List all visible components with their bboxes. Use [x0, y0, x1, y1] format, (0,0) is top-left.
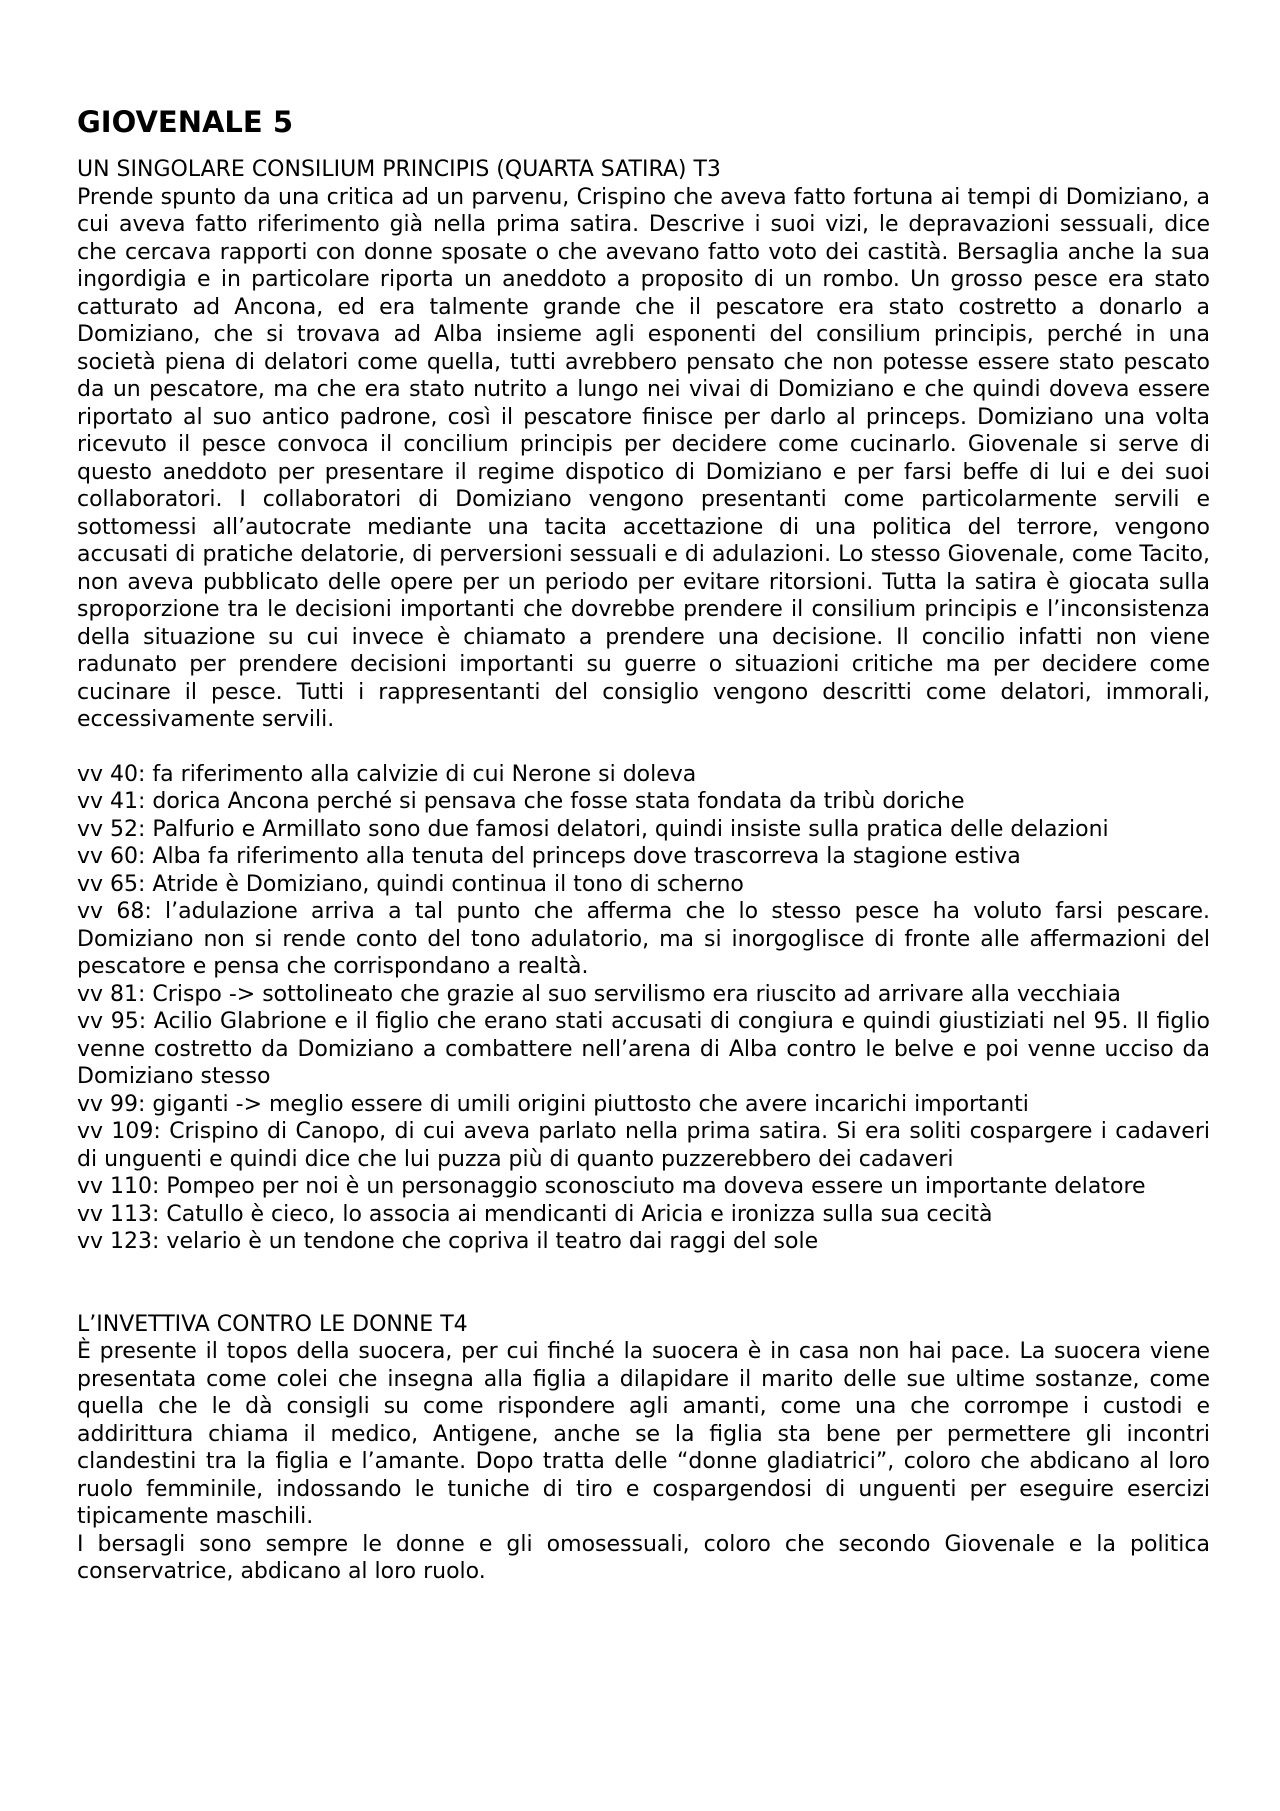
section-gap	[77, 1256, 1210, 1311]
section-heading: L’INVETTIVA CONTRO LE DONNE T4	[77, 1311, 468, 1337]
verse-notes-list	[77, 761, 1210, 1256]
verse-note: vv 99: giganti -> meglio essere di umili origini piuttosto che avere incarichi importanti	[77, 1091, 1029, 1117]
verse-note: vv 81: Crispo -> sottolineato che grazie al suo servilismo era riuscito ad arrivare alla vecchiaia	[77, 981, 1121, 1007]
section-invettiva-donne	[77, 1311, 1210, 1586]
verse-note: vv 110: Pompeo per noi è un personaggio sconosciuto ma doveva essere un importante delatore	[77, 1174, 1146, 1199]
verse-note: vv 123: velario è un tendone che copriva il teatro dai raggi del sole	[77, 1229, 819, 1254]
verse-note: vv 95: Acilio Glabrione e il figlio che erano stati accusati di congiura e quindi giustiziati nel 95. Il figlio venne costretto da Domiziano a combattere nell’arena di Alba contro le belve e poi venne ucciso da Domiziano stesso	[77, 1009, 1210, 1089]
verse-note: vv 40: fa riferimento alla calvizie di cui Nerone si doleva	[77, 761, 697, 787]
verse-note: vv 41: dorica Ancona perché si pensava che fosse stata fondata da tribù doriche	[77, 789, 965, 814]
verse-note: vv 52: Palfurio e Armillato sono due famosi delatori, quindi insiste sulla pratica delle delazioni	[77, 816, 1109, 842]
verse-note: vv 60: Alba fa riferimento alla tenuta del princeps dove trascorreva la stagione estiva	[77, 844, 1021, 869]
verse-note: vv 68: l’adulazione arriva a tal punto che afferma che lo stesso pesce ha voluto farsi pescare. Domiziano non si rende conto del tono adulatorio, ma si inorgoglisce di fronte alle affermazioni del pescatore e pensa che corrispondano a realtà.	[77, 899, 1210, 979]
verse-note: vv 113: Catullo è cieco, lo associa ai mendicanti di Aricia e ironizza sulla sua cecità	[77, 1201, 993, 1227]
verse-note: vv 109: Crispino di Canopo, di cui aveva parlato nella prima satira. Si era soliti cospargere i cadaveri di unguenti e quindi dice che lui puzza più di quanto puzzerebbero dei cadaveri	[77, 1119, 1210, 1172]
section-heading: UN SINGOLARE CONSILIUM PRINCIPIS (QUARTA SATIRA) T3	[77, 157, 721, 182]
document-title: GIOVENALE 5	[77, 105, 293, 139]
section-paragraph: I bersagli sono sempre le donne e gli omosessuali, coloro che secondo Giovenale e la politica conservatrice, abdicano al loro ruolo.	[77, 1531, 1210, 1584]
document-page	[77, 104, 1210, 1586]
section-consilium-principis	[77, 156, 1210, 1256]
section-paragraph: È presente il topos della suocera, per cui finché la suocera è in casa non hai pace. La suocera viene presentata come colei che insegna alla figlia a dilapidare il marito delle sue ultime sostanze, come quella che le dà consigli su come rispondere agli amanti, come una che corrompe i custodi e addirittura chiama il medico, Antigene, anche se la figlia sta bene per permettere gli incontri clandestini tra la figlia e l’amante. Dopo tratta delle “donne gladiatrici”, coloro che abdicano al loro ruolo femminile, indossando le tuniche di tiro e cospargendosi di unguenti per eseguire esercizi tipicamente maschili.	[77, 1339, 1210, 1529]
verse-note: vv 65: Atride è Domiziano, quindi continua il tono di scherno	[77, 871, 744, 897]
section-paragraph: Prende spunto da una critica ad un parvenu, Crispino che aveva fatto fortuna ai tempi di Domiziano, a cui aveva fatto riferimento già nella prima satira. Descrive i suoi vizi, le depravazioni sessuali, dice che cercava rapporti con donne sposate o che avevano fatto voto dei castità. Bersaglia anche la sua ingordigia e in particolare riporta un aneddoto a proposito di un rombo. Un grosso pesce era stato catturato ad Ancona, ed era talmente grande che il pescatore era stato costretto a donarlo a Domiziano, che si trovava ad Alba insieme agli esponenti del consilium principis, perché in una società piena di delatori come quella, tutti avrebbero pensato che non potesse essere stato pescato da un pescatore, ma che era stato nutrito a lungo nei vivai di Domiziano e che quindi doveva essere riportato al suo antico padrone, così il pescatore finisce per darlo al princeps. Domiziano una volta ricevuto il pesce convoca il concilium principis per decidere come cucinarlo. Giovenale si serve di questo aneddoto per presentare il regime dispotico di Domiziano e per farsi beffe di lui e dei suoi collaboratori. I collaboratori di Domiziano vengono presentanti come particolarmente servili e sottomessi all’autocrate mediante una tacita accettazione di una politica del terrore, vengono accusati di pratiche delatorie, di perversioni sessuali e di adulazioni. Lo stesso Giovenale, come Tacito, non aveva pubblicato delle opere per un periodo per evitare ritorsioni. Tutta la satira è giocata sulla sproporzione tra le decisioni importanti che dovrebbe prendere il consilium principis e l’inconsistenza della situazione su cui invece è chiamato a prendere una decisione. Il concilio infatti non viene radunato per prendere decisioni importanti su guerre o situazioni critiche ma per decidere come cucinare il pesce. Tutti i rappresentanti del consiglio vengono descritti come delatori, immorali, eccessivamente servili.	[77, 184, 1210, 732]
